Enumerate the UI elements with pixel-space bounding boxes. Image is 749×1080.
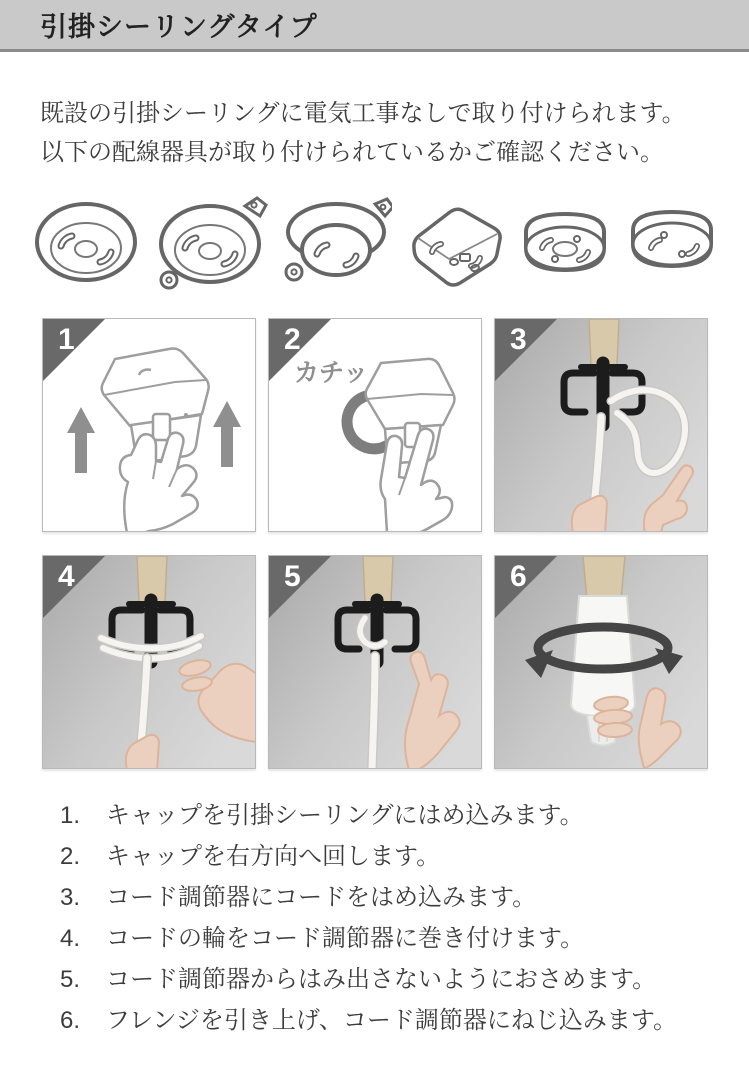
steps-grid bbox=[42, 318, 708, 769]
list-item bbox=[60, 968, 710, 992]
list-item-text: キャップを引掛シーリングにはめ込みます。 bbox=[106, 802, 584, 829]
step-number: 1 bbox=[58, 323, 75, 356]
list-item-number: 5. bbox=[60, 966, 81, 993]
full-hook-rosette-icon bbox=[280, 196, 392, 292]
list-item bbox=[60, 886, 710, 910]
list-item-number: 3. bbox=[60, 884, 81, 911]
click-sfx-label: カチッ bbox=[294, 359, 369, 387]
list-item-text: コード調節器にコードをはめ込みます。 bbox=[106, 884, 537, 911]
step-number: 6 bbox=[510, 560, 527, 593]
compatible-fixtures-row bbox=[30, 186, 720, 302]
square-hook-ceiling-icon bbox=[402, 196, 506, 292]
list-item-number: 4. bbox=[60, 925, 81, 952]
section-header bbox=[0, 0, 749, 52]
page-title: 引掛シーリングタイプ bbox=[40, 12, 318, 42]
rotate-cap-illustration bbox=[269, 319, 482, 532]
list-item bbox=[60, 927, 710, 951]
step-panel-4 bbox=[42, 555, 256, 769]
step-number: 3 bbox=[510, 323, 527, 356]
intro-line-1: 既設の引掛シーリングに電気工事なしで取り付けられます。 bbox=[40, 100, 686, 127]
intro-text bbox=[40, 94, 686, 172]
list-item-number: 2. bbox=[60, 843, 81, 870]
list-item-text: コードの輪をコード調節器に巻き付けます。 bbox=[106, 925, 585, 952]
step-panel-6 bbox=[494, 555, 708, 769]
step-panel-2 bbox=[268, 318, 482, 532]
step-panel-5 bbox=[268, 555, 482, 769]
list-item-text: コード調節器からはみ出さないようにおさめます。 bbox=[106, 966, 657, 993]
list-item bbox=[60, 804, 710, 828]
list-item-text: フレンジを引き上げ、コード調節器にねじ込みます。 bbox=[106, 1007, 677, 1034]
round-hook-ceiling-with-tabs-icon bbox=[153, 194, 269, 294]
step-number: 4 bbox=[58, 560, 75, 593]
step-number: 2 bbox=[284, 323, 301, 356]
list-item-text: キャップを右方向へ回します。 bbox=[106, 843, 441, 870]
exposed-round-body-icon bbox=[517, 202, 613, 286]
instruction-list bbox=[60, 804, 710, 1050]
ceiling-hook-block bbox=[583, 556, 625, 600]
step-number: 5 bbox=[284, 560, 301, 593]
round-hook-ceiling-icon bbox=[30, 196, 142, 292]
exposed-round-body-hook-icon bbox=[624, 202, 720, 286]
list-item-number: 1. bbox=[60, 802, 81, 829]
tuck-cord-into-adjuster-photo bbox=[269, 556, 482, 769]
push-cap-up-illustration bbox=[43, 319, 256, 532]
list-item-number: 6. bbox=[60, 1007, 81, 1034]
step-panel-3 bbox=[494, 318, 708, 532]
screw-flange-photo bbox=[495, 556, 708, 769]
list-item bbox=[60, 1009, 710, 1033]
intro-line-2: 以下の配線器具が取り付けられているかご確認ください。 bbox=[40, 139, 664, 166]
step-panel-1 bbox=[42, 318, 256, 532]
list-item bbox=[60, 845, 710, 869]
cord-into-adjuster-photo bbox=[495, 319, 708, 532]
